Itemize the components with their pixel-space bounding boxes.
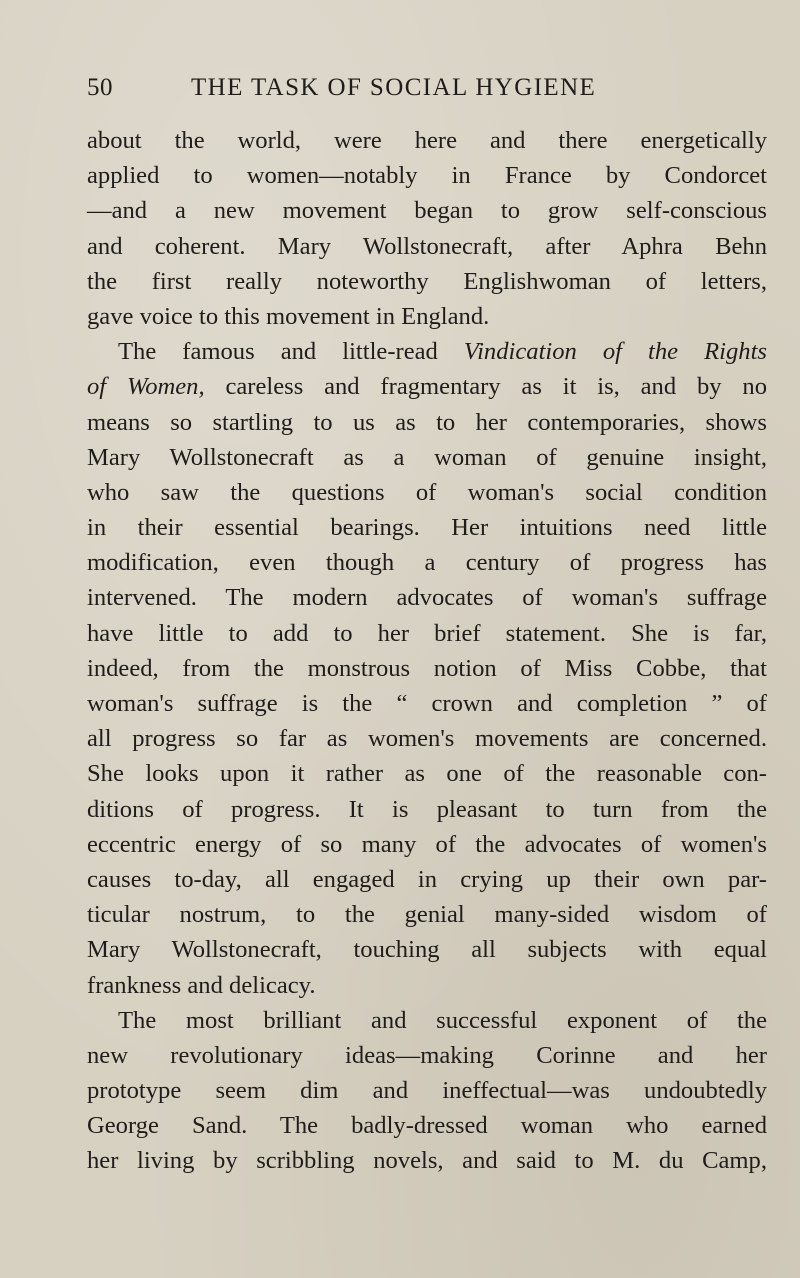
text-line: new revolutionary ideas—making Corinne and her bbox=[87, 1041, 767, 1069]
text-line: prototype seem dim and ineffectual—was undoubtedly bbox=[87, 1077, 767, 1105]
text-line: George Sand. The badly-dressed woman who earned bbox=[87, 1112, 767, 1140]
text-line: frankness and delicacy. bbox=[87, 971, 316, 999]
text-line: ditions of progress. It is pleasant to turn from the bbox=[87, 795, 767, 823]
text-line: all progress so far as women's movements are concerned. bbox=[87, 725, 767, 753]
running-head bbox=[87, 74, 667, 102]
running-title: THE TASK OF SOCIAL HYGIENE bbox=[191, 74, 597, 101]
text-line: gave voice to this movement in England. bbox=[87, 302, 490, 330]
text-line: Mary Wollstonecraft as a woman of genuine insight, bbox=[87, 443, 767, 471]
text-line: ticular nostrum, to the genial many-sided wisdom of bbox=[87, 901, 767, 929]
text-line: in their essential bearings. Her intuitions need little bbox=[87, 514, 767, 542]
text-line: indeed, from the monstrous notion of Miss Cobbe, that bbox=[87, 654, 767, 682]
text-line: woman's suffrage is the “ crown and completion ” of bbox=[87, 690, 767, 717]
italic-title: Vindication of the Rights bbox=[463, 338, 767, 366]
page-number: 50 bbox=[87, 74, 113, 101]
text-line: causes to-day, all engaged in crying up their own par- bbox=[87, 865, 767, 893]
text-line: intervened. The modern advocates of woman's suffrage bbox=[87, 584, 767, 612]
text-line: modification, even though a century of progress has bbox=[87, 549, 767, 577]
text-line: about the world, were here and there energetically bbox=[87, 127, 767, 154]
text-line: eccentric energy of so many of the advocates of women's bbox=[87, 830, 767, 858]
text-line: —and a new movement began to grow self-conscious bbox=[87, 197, 767, 225]
text-line: Mary Wollstonecraft, touching all subjects with equal bbox=[87, 936, 767, 964]
text-line: The famous and little-read Vindication of the Rights bbox=[118, 338, 767, 366]
text-line: of Women, careless and fragmentary as it is, and by no bbox=[87, 373, 767, 401]
text-line: applied to women—notably in France by Condorcet bbox=[87, 162, 767, 190]
text-line: She looks upon it rather as one of the reasonable con- bbox=[87, 760, 767, 788]
text-line: and coherent. Mary Wollstonecraft, after Aphra Behn bbox=[87, 232, 767, 260]
body-text bbox=[87, 123, 767, 1179]
text-line: the first really noteworthy Englishwoman of letters, bbox=[87, 267, 767, 295]
text-line: who saw the questions of woman's social condition bbox=[87, 478, 767, 506]
text-line: means so startling to us as to her contemporaries, shows bbox=[87, 408, 767, 436]
italic-title: of Women, bbox=[87, 373, 205, 401]
text-line: The most brilliant and successful exponent of the bbox=[118, 1006, 767, 1034]
text-line: her living by scribbling novels, and said to M. du Camp, bbox=[87, 1147, 767, 1175]
text-line: have little to add to her brief statement. She is far, bbox=[87, 619, 767, 647]
